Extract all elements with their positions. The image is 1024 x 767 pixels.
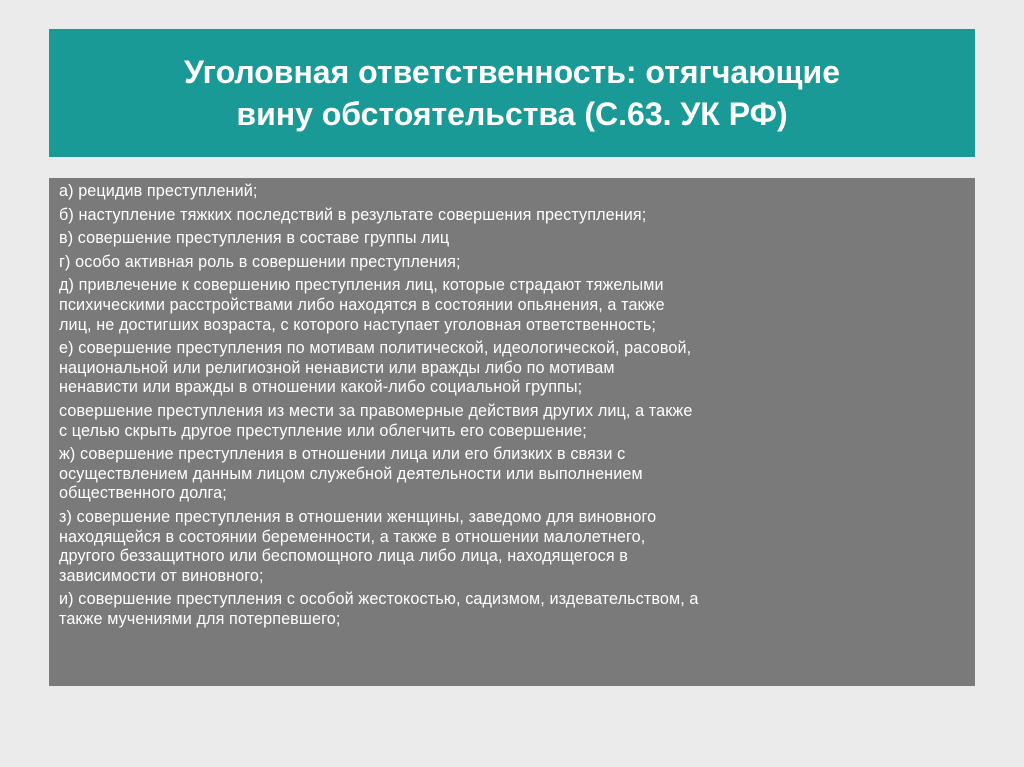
list-item-d — [59, 276, 967, 335]
slide-title — [164, 51, 860, 135]
list-item-g — [59, 253, 967, 273]
list-item-line: также мучениями для потерпевшего; — [59, 609, 341, 628]
list-item-a — [59, 182, 967, 202]
list-item-v — [59, 229, 967, 249]
list-item-i — [59, 590, 967, 629]
list-item-line: и) совершение преступления с особой жестокостью, садизмом, издевательством, а — [59, 590, 699, 609]
list-item-line: находящейся в состоянии беременности, а также в отношении малолетнего, — [59, 527, 646, 546]
list-item-line: лиц, не достигших возраста, с которого наступает уголовная ответственность; — [59, 315, 657, 334]
list-item-line: ненависти или вражды в отношении какой-либо социальной группы; — [59, 378, 583, 397]
list-item-line: б) наступление тяжких последствий в результате совершения преступления; — [59, 205, 647, 224]
slide-title-line-2: вину обстоятельства (С.63. УК РФ) — [236, 96, 788, 132]
title-banner — [49, 29, 975, 157]
list-item-line: д) привлечение к совершению преступления лиц, которые страдают тяжелыми — [59, 276, 664, 295]
list-item-b — [59, 206, 967, 226]
list-item-line: национальной или религиозной ненависти или вражды либо по мотивам — [59, 358, 615, 377]
list-item-line: общественного долга; — [59, 484, 227, 503]
list-item-line: г) особо активная роль в совершении преступления; — [59, 252, 461, 271]
list-item-line: е) совершение преступления по мотивам политической, идеологической, расовой, — [59, 339, 692, 358]
list-item-revenge — [59, 402, 967, 441]
list-item-z — [59, 508, 967, 586]
list-item-line: совершение преступления из мести за правомерные действия других лиц, а также — [59, 401, 693, 420]
list-item-line: зависимости от виновного; — [59, 566, 264, 585]
list-item-line: осуществлением данным лицом служебной деятельности или выполнением — [59, 464, 643, 483]
circumstances-list — [49, 178, 975, 686]
list-item-line: а) рецидив преступлений; — [59, 182, 258, 200]
list-item-e — [59, 339, 967, 398]
list-item-zh — [59, 445, 967, 504]
list-item-line: в) совершение преступления в составе группы лиц — [59, 229, 450, 248]
list-item-line: психическими расстройствами либо находятся в состоянии опьянения, а также — [59, 295, 665, 314]
list-item-line: ж) совершение преступления в отношении лица или его близких в связи с — [59, 445, 626, 464]
list-item-line: з) совершение преступления в отношении женщины, заведомо для виновного — [59, 507, 657, 526]
list-item-line: с целью скрыть другое преступление или облегчить его совершение; — [59, 421, 587, 440]
list-item-line: другого беззащитного или беспомощного лица либо лица, находящегося в — [59, 547, 628, 566]
slide-title-line-1: Уголовная ответственность: отягчающие — [183, 54, 841, 90]
